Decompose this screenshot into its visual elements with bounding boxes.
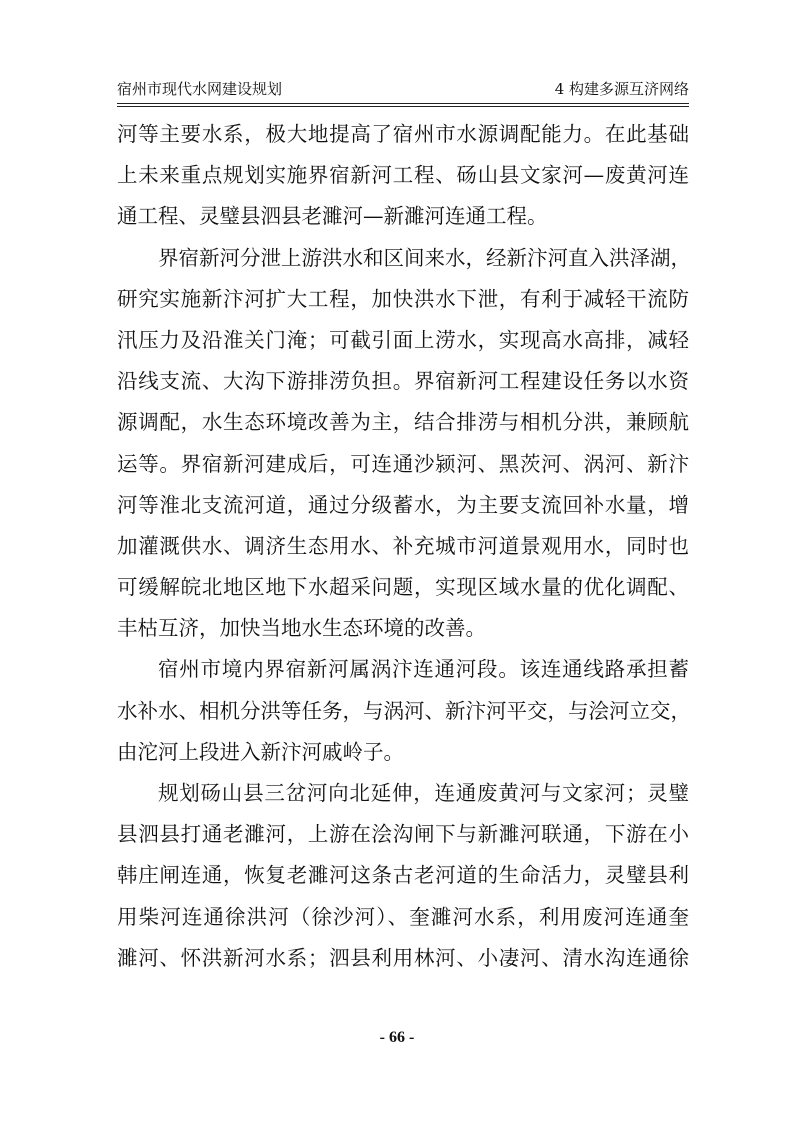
text-line: 规划砀山县三岔河向北延伸，连通废黄河与文家河；灵璧 xyxy=(158,781,689,805)
text-line: 加灌溉供水、调济生态用水、补充城市河道景观用水，同时也 xyxy=(117,533,689,558)
header-rule-thin xyxy=(117,106,689,107)
text-line: 源调配，水生态环境改善为主，结合排涝与相机分洪，兼顾航 xyxy=(117,410,689,435)
text-line: 研究实施新汴河扩大工程，加快洪水下泄，有利于减轻干流防 xyxy=(117,286,689,311)
running-header xyxy=(117,78,689,102)
header-rule xyxy=(117,103,689,104)
text-line: 宿州市境内界宿新河属涡汴连通河段。该连通线路承担蓄 xyxy=(158,657,689,682)
text-line: 河等淮北支流河道，通过分级蓄水，为主要支流回补水量，增 xyxy=(117,492,689,517)
text-line: 由沱河上段进入新汴河戚岭子。 xyxy=(117,739,404,764)
text-line: 用柴河连通徐洪河（徐沙河）、奎濉河水系，利用废河连通奎 xyxy=(117,904,689,929)
text-line: 运等。界宿新河建成后，可连通沙颍河、黑茨河、涡河、新汴 xyxy=(117,451,689,476)
page-number: - 66 - xyxy=(379,1029,415,1046)
text-line: 河等主要水系，极大地提高了宿州市水源调配能力。在此基础 xyxy=(117,122,689,146)
text-line: 濉河、怀洪新河水系；泗县利用林河、小凄河、清水沟连通徐 xyxy=(117,945,689,970)
header-document-title: 宿州市现代水网建设规划 xyxy=(117,80,283,98)
text-line: 县泗县打通老濉河，上游在浍沟闸下与新濉河联通，下游在小 xyxy=(117,822,689,847)
text-line: 界宿新河分泄上游洪水和区间来水，经新汴河直入洪泽湖， xyxy=(158,245,691,270)
body-text xyxy=(117,114,689,979)
text-line: 上未来重点规划实施界宿新河工程、砀山县文家河—废黄河连 xyxy=(117,163,689,188)
text-line: 沿线支流、大沟下游排涝负担。界宿新河工程建设任务以水资 xyxy=(117,369,689,394)
text-line: 可缓解皖北地区地下水超采问题，实现区域水量的优化调配、 xyxy=(117,575,689,600)
text-line: 汛压力及沿淮关门淹；可截引面上涝水，实现高水高排，减轻 xyxy=(117,327,689,352)
text-line: 韩庄闸连通，恢复老濉河这条古老河道的生命活力，灵璧县利 xyxy=(117,863,689,888)
text-line: 水补水、相机分洪等任务，与涡河、新汴河平交，与浍河立交， xyxy=(117,698,691,723)
text-line: 通工程、灵璧县泗县老濉河—新濉河连通工程。 xyxy=(117,204,548,229)
header-chapter-title: 4 构建多源互济网络 xyxy=(554,80,689,98)
text-line: 丰枯互济，加快当地水生态环境的改善。 xyxy=(117,616,486,641)
